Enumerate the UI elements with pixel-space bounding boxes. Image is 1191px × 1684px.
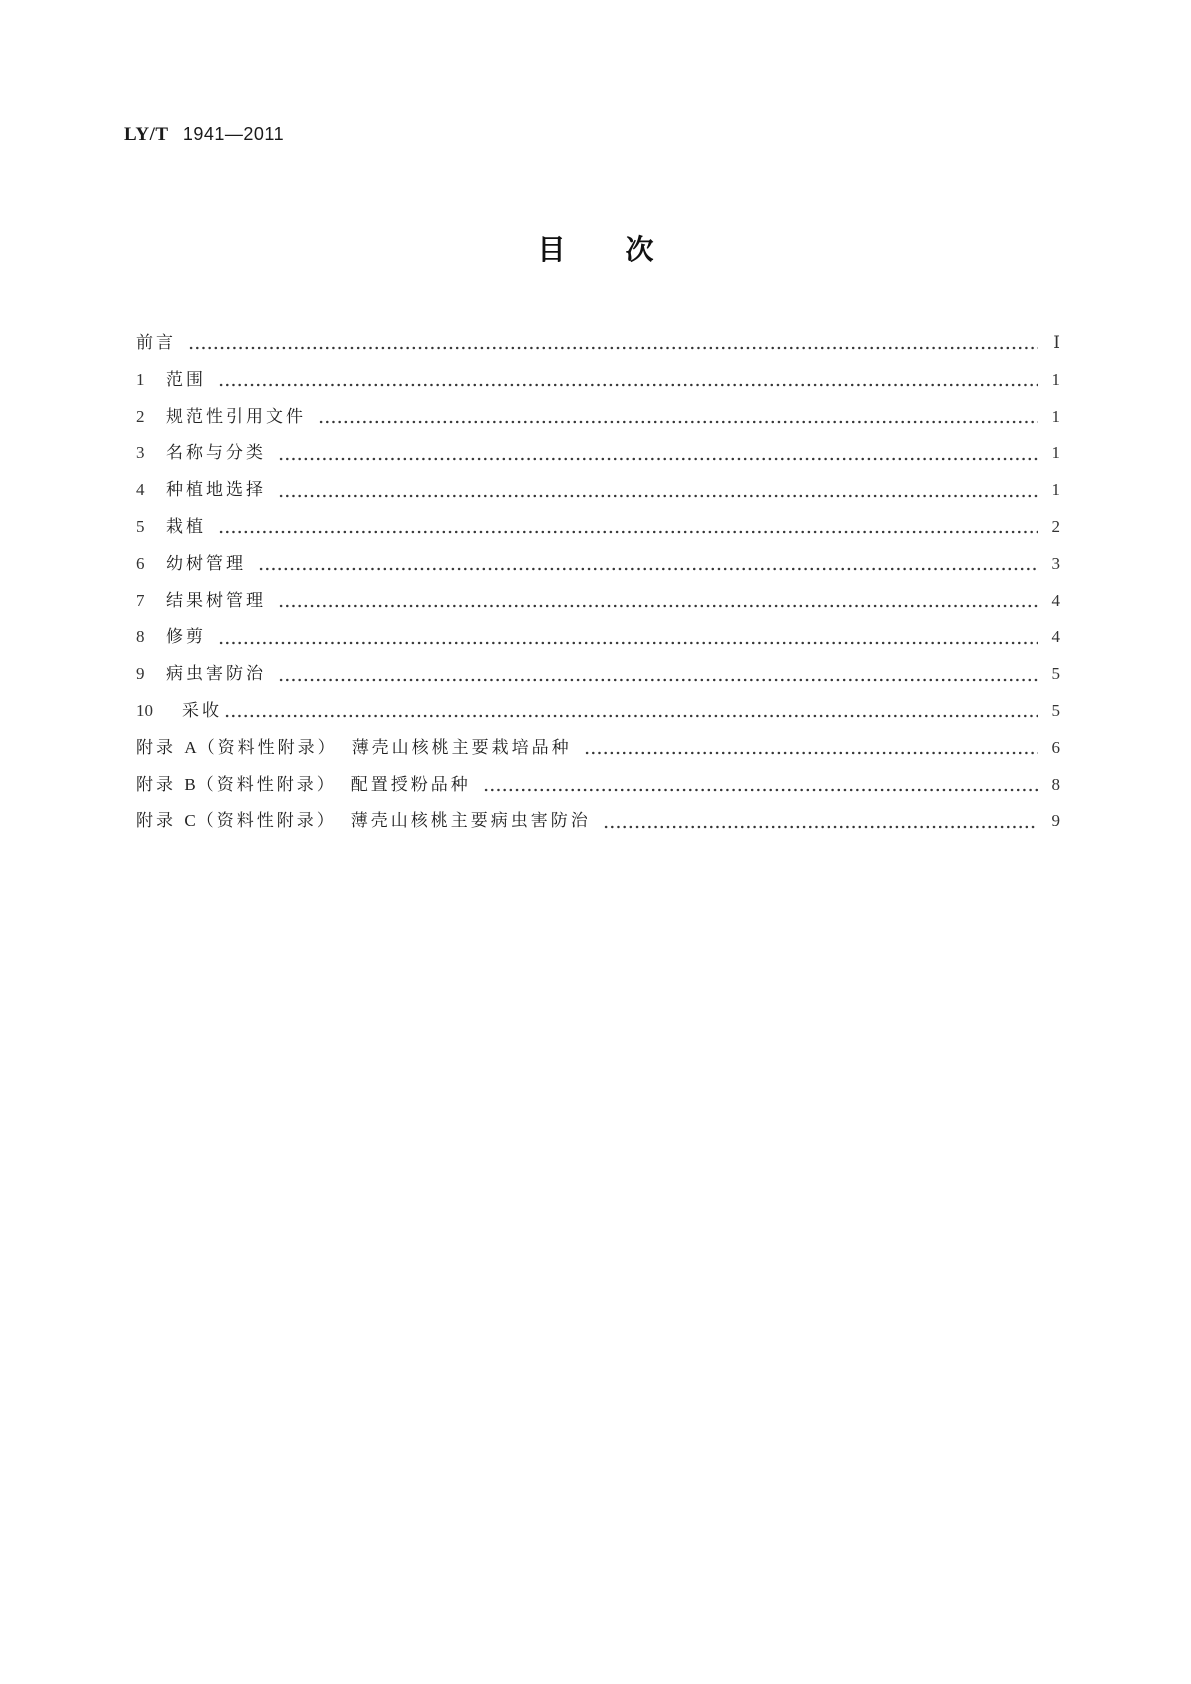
toc-entry[interactable] (136, 475, 1060, 512)
toc-entry-page: 5 (1051, 664, 1060, 684)
dot-leader (278, 490, 1038, 502)
toc-entry[interactable] (136, 549, 1060, 586)
toc-entry-page: 1 (1051, 369, 1060, 389)
toc-entry-number: 3 (136, 443, 145, 463)
toc-entry-page: 1 (1051, 406, 1060, 426)
standard-number: 1941—2011 (182, 124, 285, 144)
toc-entry[interactable] (136, 512, 1060, 549)
standard-prefix: LY/T (124, 124, 169, 145)
toc-entry-label: 规范性引用文件 (166, 406, 306, 427)
toc-entry-page: 4 (1051, 627, 1060, 647)
toc-entry-page: 1 (1051, 480, 1060, 500)
toc-entry-number: 8 (136, 627, 145, 647)
toc-entry-number: 4 (136, 480, 145, 500)
dot-leader (188, 342, 1038, 354)
toc-entry-page: 9 (1051, 811, 1060, 831)
toc-entry-label: 病虫害防治 (166, 664, 266, 685)
appendix-prefix: 附录 (136, 737, 176, 758)
toc-entry-label: 栽植 (166, 516, 206, 537)
toc-entry-page: Ⅰ (1053, 333, 1060, 352)
dot-leader (218, 379, 1038, 391)
toc-entry-label: 修剪 (166, 627, 206, 648)
toc-entry-label: 幼树管理 (166, 553, 246, 574)
appendix-type: （资料性附录） (196, 811, 337, 832)
dot-leader (584, 747, 1038, 759)
toc-entry-label: 名称与分类 (166, 443, 266, 464)
appendix-letter: B (184, 774, 197, 794)
toc-appendix-heading (136, 806, 591, 831)
toc-entry-page: 6 (1051, 737, 1060, 757)
toc-entry[interactable] (136, 622, 1060, 659)
dot-leader (218, 526, 1038, 538)
dot-leader (278, 453, 1038, 465)
toc-entry-foreword[interactable] (136, 328, 1060, 365)
dot-leader (603, 821, 1038, 833)
dot-leader (278, 674, 1038, 686)
toc-entry-label: 采收 (182, 700, 222, 721)
toc-entry-page: 1 (1051, 443, 1060, 463)
appendix-prefix: 附录 (136, 774, 176, 795)
toc-entry-label: 配置授粉品种 (350, 774, 471, 795)
standard-code (124, 124, 284, 146)
appendix-letter: A (184, 737, 198, 757)
dot-leader (224, 710, 1038, 722)
toc-appendix-heading (136, 770, 471, 795)
appendix-prefix: 附录 (136, 811, 176, 832)
page-title (0, 228, 1191, 268)
toc-entry[interactable] (136, 696, 1060, 733)
toc-entry-appendix-a[interactable] (136, 733, 1060, 770)
dot-leader (318, 416, 1038, 428)
toc-entry-page: 3 (1051, 553, 1060, 573)
toc-entry-number: 6 (136, 553, 145, 573)
toc-entry-page: 5 (1051, 700, 1060, 720)
toc-entry-number: 9 (136, 664, 145, 684)
table-of-contents (136, 328, 1060, 843)
toc-entry[interactable] (136, 586, 1060, 623)
toc-entry-number: 7 (136, 590, 145, 610)
toc-entry-number: 5 (136, 516, 145, 536)
toc-entry-number: 2 (136, 406, 145, 426)
toc-appendix-heading (136, 733, 572, 758)
toc-entry-number: 1 (136, 369, 145, 389)
toc-entry-label: 前言 (136, 333, 176, 353)
toc-entry-label: 种植地选择 (166, 480, 266, 501)
toc-entry-page: 2 (1051, 516, 1060, 536)
toc-entry-appendix-c[interactable] (136, 806, 1060, 843)
page-title-char-2: 次 (625, 233, 654, 266)
toc-entry[interactable] (136, 438, 1060, 475)
appendix-type: （资料性附录） (197, 737, 338, 758)
toc-entry[interactable] (136, 365, 1060, 402)
toc-entry-page: 8 (1051, 774, 1060, 794)
dot-leader (218, 637, 1038, 649)
toc-entry-appendix-b[interactable] (136, 770, 1060, 807)
toc-entry[interactable] (136, 402, 1060, 439)
appendix-letter: C (184, 811, 197, 831)
toc-entry-page: 4 (1051, 590, 1060, 610)
toc-entry-label: 结果树管理 (166, 590, 266, 611)
toc-entry[interactable] (136, 659, 1060, 696)
dot-leader (278, 600, 1038, 612)
toc-entry-number: 10 (136, 700, 153, 720)
appendix-type: （资料性附录） (196, 774, 337, 795)
toc-entry-label: 范围 (166, 369, 206, 390)
page-title-char-1: 目 (537, 233, 566, 266)
toc-entry-label: 薄壳山核桃主要病虫害防治 (350, 811, 591, 832)
dot-leader (258, 563, 1038, 575)
dot-leader (483, 784, 1038, 796)
toc-entry-label: 薄壳山核桃主要栽培品种 (351, 737, 572, 758)
